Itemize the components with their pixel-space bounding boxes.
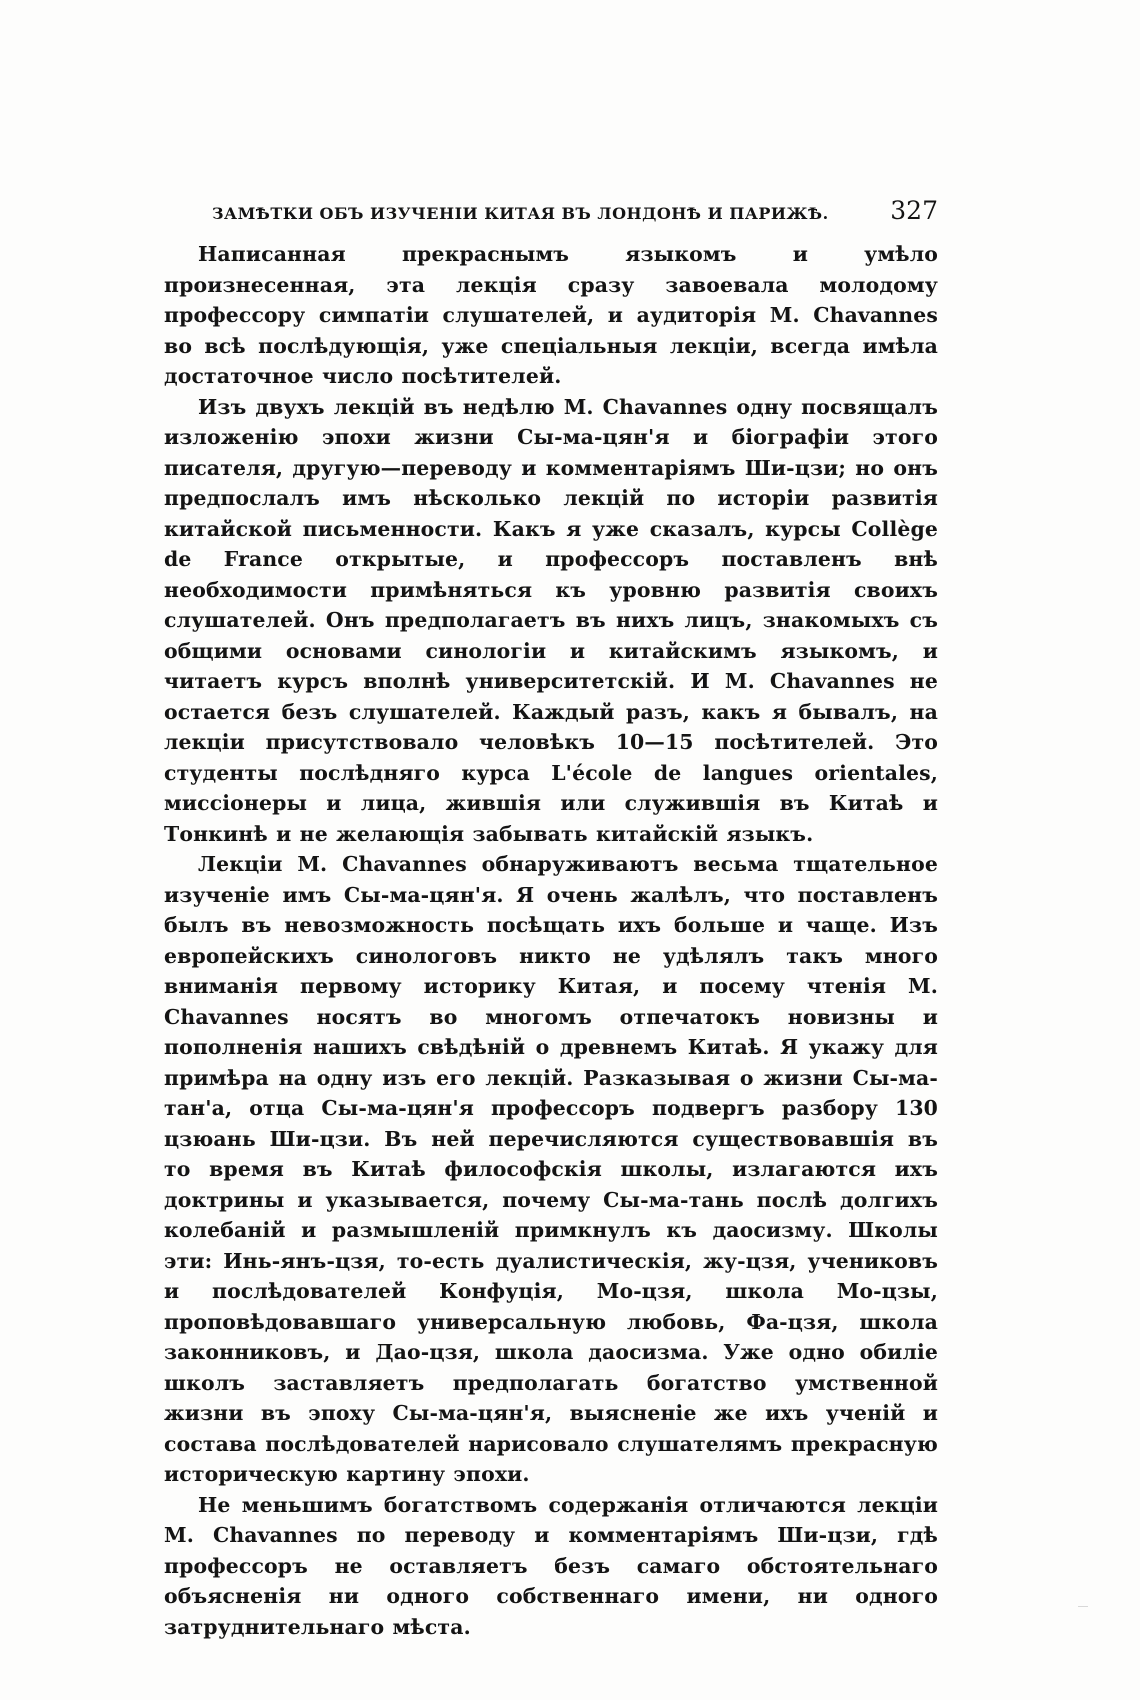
scan-mark (1078, 1606, 1088, 1607)
page-number: 327 (890, 196, 938, 225)
paragraph-4: Не меньшимъ богатствомъ содержанія отличаются лекціи M. Chavannes по переводу и комментаріямъ Ши-цзи, гдѣ профессоръ не оставляетъ безъ самаго обстоятельнаго объясненія ни одного собственнаго имени, ни одного затруднительнаго мѣста. (164, 1492, 938, 1639)
running-title: ЗАМѢТКИ ОБЪ ИЗУЧЕНІИ КИТАЯ ВЪ ЛОНДОНѢ И ПАРИЖѢ. (212, 204, 829, 223)
text-block (164, 196, 938, 1642)
paragraph-2: Изъ двухъ лекцій въ недѣлю M. Chavannes одну посвящалъ изложенію эпохи жизни Сы-ма-цян'я и біографіи этого писателя, другую—переводу и комментаріямъ Ши-цзи; но онъ предпослалъ имъ нѣсколько лекцій по исторіи развитія китайской письменности. Какъ я уже сказалъ, курсы Collège de France открытые, и профессоръ поставленъ внѣ необходимости примѣняться къ уровню развитія своихъ слушателей. Онъ предполагаетъ въ нихъ лицъ, знакомыхъ съ общими основами синологіи и китайскимъ языкомъ, и читаетъ курсъ вполнѣ университетскій. И M. Chavannes не остается безъ слушателей. Каждый разъ, какъ я бывалъ, на лекціи присутствовало человѣкъ 10—15 посѣтителей. Это студенты послѣдняго курса L'école de langues orientales, миссіонеры и лица, жившія или служившія въ Китаѣ и Тонкинѣ и не желающія забывать китайскій языкъ. (164, 394, 938, 846)
paragraph-1: Написанная прекраснымъ языкомъ и умѣло произнесенная, эта лекція сразу завоевала молодому профессору симпатіи слушателей, и аудиторія M. Chavannes во всѣ послѣдующія, уже спеціальныя лекціи, всегда имѣла достаточное число посѣтителей. (164, 242, 938, 388)
paragraph-3: Лекціи M. Chavannes обнаруживаютъ весьма тщательное изученіе имъ Сы-ма-цян'я. Я очень жалѣлъ, что поставленъ былъ въ невозможность посѣщать ихъ больше и чаще. Изъ европейскихъ синологовъ никто не удѣлялъ такъ много вниманія первому историку Китая, и посему чтенія M. Chavannes носятъ во многомъ отпечатокъ новизны и пополненія нашихъ свѣдѣній о древнемъ Китаѣ. Я укажу для примѣра на одну изъ его лекцій. Разказывая о жизни Сы-ма-тан'а, отца Сы-ма-цян'я профессоръ подвергъ разбору 130 цзюань Ши-цзи. Въ ней перечисляются существовавшія въ то время въ Китаѣ философскія школы, излагаются ихъ доктрины и указывается, почему Сы-ма-тань послѣ долгихъ колебаній и размышленій примкнулъ къ даосизму. Школы эти: Инь-янъ-цзя, то-есть дуалистическія, жу-цзя, учениковъ и послѣдователей Конфуція, Мо-цзя, школа Мо-цзы, проповѣдовавшаго универсальную любовь, Фа-цзя, школа законниковъ, и Дао-цзя, школа даосизма. Уже одно обиліе школъ заставляетъ предполагать богатство умственной жизни въ эпоху Сы-ма-цян'я, выясненіе же ихъ ученій и состава послѣдователей нарисовало слушателямъ прекрасную историческую картину эпохи. (164, 852, 938, 1486)
running-head (164, 196, 938, 225)
